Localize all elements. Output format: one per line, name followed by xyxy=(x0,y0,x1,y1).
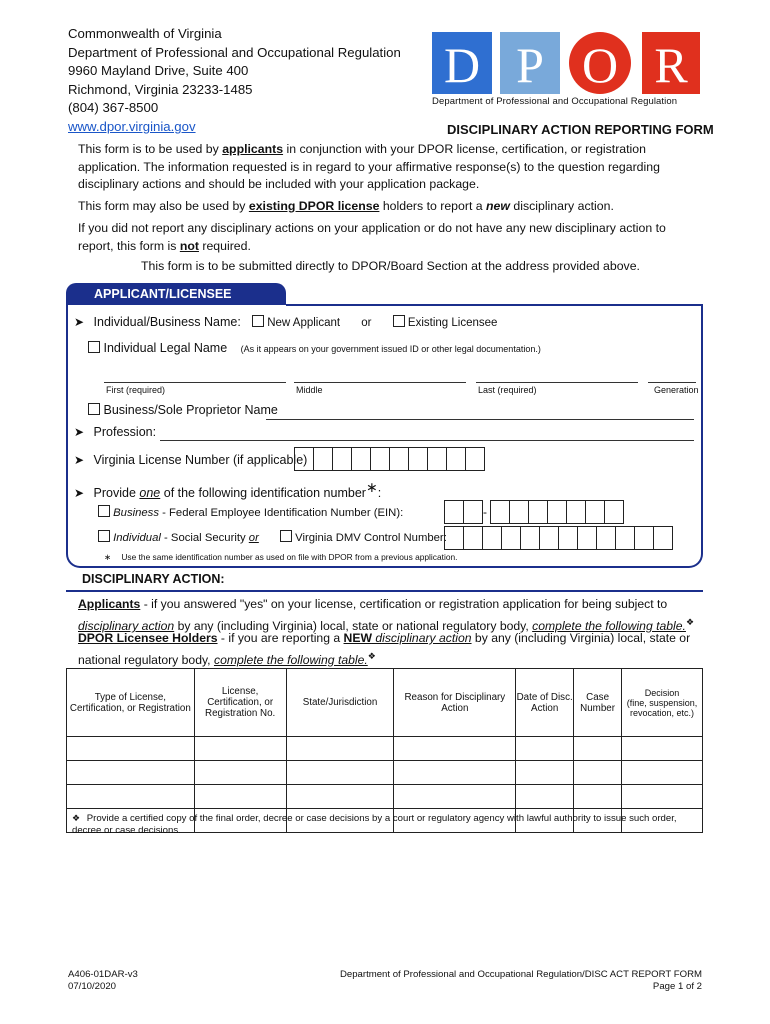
footer-right xyxy=(310,969,702,993)
intro-paragraph-4: This form is to be submitted directly to DPOR/Board Section at the address provided above. xyxy=(141,259,640,273)
table-cell[interactable] xyxy=(516,737,574,761)
intro-paragraph-2 xyxy=(78,198,703,216)
ein-cells[interactable] xyxy=(490,500,623,524)
new-applicant-label: New Applicant xyxy=(267,317,341,329)
intro-bold-existing: existing DPOR license xyxy=(248,199,380,213)
table-cell[interactable] xyxy=(67,785,195,809)
profession-field[interactable] xyxy=(160,440,694,441)
table-cell[interactable] xyxy=(286,761,394,785)
arrow-bullet-icon: ➤ xyxy=(74,486,85,501)
phone-line: (804) 367-8500 xyxy=(68,100,159,116)
dept-line: Department of Professional and Occupational Regulation xyxy=(68,44,401,60)
provide-one: one xyxy=(139,486,161,501)
disciplinary-action-term: disciplinary action xyxy=(78,619,175,634)
table-cell[interactable] xyxy=(516,785,574,809)
website-link[interactable]: www.dpor.virginia.gov xyxy=(68,118,196,134)
intro-new: new xyxy=(486,199,510,213)
first-name-field[interactable] xyxy=(104,382,286,383)
ein-row xyxy=(98,505,403,519)
disciplinary-title: DISCIPLINARY ACTION: xyxy=(82,572,225,586)
license-number-label: Virginia License Number (if applicable) xyxy=(93,453,308,467)
ssn-individual-label: Individual xyxy=(113,532,161,544)
existing-licensee-checkbox[interactable] xyxy=(393,315,405,327)
ein-label: - Federal Employee Identification Number (EIN): xyxy=(158,507,404,519)
complete-table-term: complete the following table. xyxy=(532,619,686,634)
col-license-no: License, Certification, or Registration No. xyxy=(194,669,286,737)
footer-left xyxy=(68,969,138,993)
generation-label: Generation xyxy=(654,385,699,395)
applicants-label: Applicants xyxy=(78,597,141,611)
business-name-checkbox[interactable] xyxy=(88,403,100,415)
intro-text: If you did not report any disciplinary actions on your application or do not have any new disciplinary action to report, this form is xyxy=(78,221,666,253)
new-applicant-checkbox[interactable] xyxy=(252,315,264,327)
arrow-bullet-icon: ➤ xyxy=(74,315,85,329)
provide-colon: : xyxy=(377,486,382,501)
same-number-note xyxy=(104,552,457,562)
table-cell[interactable] xyxy=(574,785,622,809)
table-cell[interactable] xyxy=(574,761,622,785)
table-header-row xyxy=(67,669,703,737)
table-cell[interactable] xyxy=(194,737,286,761)
or-label: or xyxy=(361,317,372,329)
table-cell[interactable] xyxy=(67,761,195,785)
disciplinary-table xyxy=(66,668,703,833)
col-state: State/Jurisdiction xyxy=(286,669,394,737)
name-label: Individual/Business Name: xyxy=(93,315,241,329)
intro-bold-applicants: applicants xyxy=(222,142,284,156)
intro-text: disciplinary action. xyxy=(509,199,614,213)
diamond-icon: ❖ xyxy=(367,651,376,661)
ssn-dmv-cells[interactable] xyxy=(444,526,672,550)
arrow-bullet-icon: ➤ xyxy=(74,425,85,439)
disciplinary-action-term: disciplinary action xyxy=(371,631,472,645)
profession-label: Profession: xyxy=(93,425,157,439)
form-date: 07/10/2020 xyxy=(68,981,117,992)
table-footnote xyxy=(72,812,704,837)
intro-text: This form may also be used by xyxy=(78,199,249,213)
ssn-label: - Social Security xyxy=(160,532,249,544)
ssn-or: or xyxy=(248,532,259,544)
same-number-note-text: Use the same identification number as used on file with DPOR from a previous application. xyxy=(121,552,458,562)
licensee-text: by any (including Virginia) local, state or national regulatory body, xyxy=(78,631,691,668)
col-case-number: Case Number xyxy=(574,669,622,737)
col-reason: Reason for Disciplinary Action xyxy=(394,669,516,737)
col-decision xyxy=(622,669,703,737)
licensee-text: - if you are reporting a xyxy=(217,631,344,645)
table-cell[interactable] xyxy=(516,761,574,785)
table-row[interactable] xyxy=(67,761,703,785)
new-term: NEW xyxy=(343,631,372,645)
form-id: A406-01DAR-v3 xyxy=(68,969,138,980)
footnote-text: Provide a certified copy of the final order, decree or case decisions by a court or regulatory agency with lawful authority to issue such order, decree or case decisions. xyxy=(72,813,677,836)
first-label: First (required) xyxy=(106,385,166,395)
applicant-type-options xyxy=(252,315,497,329)
table-cell[interactable] xyxy=(394,737,516,761)
street-line: 9960 Mayland Drive, Suite 400 xyxy=(68,63,249,79)
legal-name-row xyxy=(88,341,541,355)
ein-prefix-cells[interactable] xyxy=(444,500,482,524)
legal-name-note: (As it appears on your government issued ID or other legal documentation.) xyxy=(240,344,541,354)
ssn-dmv-row xyxy=(98,530,447,544)
legal-name-checkbox[interactable] xyxy=(88,341,100,353)
page-number: Page 1 of 2 xyxy=(652,981,702,992)
agency-address-block xyxy=(68,25,401,137)
middle-label: Middle xyxy=(296,385,323,395)
ein-checkbox[interactable] xyxy=(98,505,110,517)
provide-text: Provide xyxy=(93,486,140,501)
identification-row xyxy=(74,479,381,500)
logo-letter-o: O xyxy=(581,37,619,93)
intro-text: This form is to be used by xyxy=(78,142,223,156)
form-title: DISCIPLINARY ACTION REPORTING FORM xyxy=(447,122,714,137)
intro-text: in conjunction with your DPOR license, certification, or registration application. The information requested is in regard to your affirmative response(s) to the question regarding disciplinary actions and should be included with your application package. xyxy=(78,142,660,192)
applicants-text: by any (including Virginia) local, state or national regulatory body, xyxy=(174,619,533,634)
disciplinary-rule xyxy=(66,590,703,592)
table-cell[interactable] xyxy=(286,785,394,809)
diamond-icon: ❖ xyxy=(685,617,695,627)
intro-not: not xyxy=(179,238,199,253)
existing-licensee-label: Existing Licensee xyxy=(407,317,498,329)
business-name-row xyxy=(88,403,278,417)
last-name-field[interactable] xyxy=(476,382,638,383)
city-line: Richmond, Virginia 23233-1485 xyxy=(68,81,253,97)
legal-name-label: Individual Legal Name xyxy=(103,341,228,355)
applicant-section-tab: APPLICANT/LICENSEE xyxy=(66,283,286,305)
business-name-field[interactable] xyxy=(266,419,694,420)
ein-dash: - xyxy=(483,505,487,519)
col-date: Date of Disc. Action xyxy=(516,669,574,737)
org-line: Commonwealth of Virginia xyxy=(68,26,222,41)
table-cell[interactable] xyxy=(394,761,516,785)
col-type: Type of License, Certification, or Registration xyxy=(67,669,195,737)
footnote-diamond-icon: ❖ xyxy=(72,813,81,823)
table-row[interactable] xyxy=(67,737,703,761)
generation-field[interactable] xyxy=(648,382,696,383)
provide-text: of the following identification number xyxy=(160,486,366,501)
asterisk-icon: ∗ xyxy=(365,479,378,495)
col-decision-note: (fine, suspension, revocation, etc.) xyxy=(626,697,698,718)
intro-text: holders to report a xyxy=(379,199,487,213)
table-cell[interactable] xyxy=(622,785,703,809)
note-asterisk-icon: ∗ xyxy=(104,552,112,562)
business-name-label: Business/Sole Proprietor Name xyxy=(103,403,278,417)
license-number-row xyxy=(74,453,307,467)
table-cell[interactable] xyxy=(394,785,516,809)
table-cell[interactable] xyxy=(67,737,195,761)
table-cell[interactable] xyxy=(574,737,622,761)
licensee-instructions xyxy=(78,629,703,669)
name-row xyxy=(74,315,241,329)
intro-paragraph-1 xyxy=(78,141,703,194)
table-cell[interactable] xyxy=(194,761,286,785)
table-cell[interactable] xyxy=(194,785,286,809)
arrow-bullet-icon: ➤ xyxy=(74,453,85,467)
table-cell[interactable] xyxy=(622,737,703,761)
logo-letter-p: P xyxy=(516,37,544,93)
table-cell[interactable] xyxy=(286,737,394,761)
ssn-checkbox[interactable] xyxy=(98,530,110,542)
complete-table-term: complete the following table. xyxy=(213,653,368,668)
dmv-checkbox[interactable] xyxy=(280,530,292,542)
middle-name-field[interactable] xyxy=(294,382,466,383)
last-label: Last (required) xyxy=(478,385,537,395)
footer-dept-title: Department of Professional and Occupational Regulation/DISC ACT REPORT FORM xyxy=(339,969,702,980)
logo-letter-d: D xyxy=(443,37,481,93)
intro-text: required. xyxy=(198,238,251,253)
logo-letter-r: R xyxy=(654,37,688,93)
table-row[interactable] xyxy=(67,785,703,809)
ein-business-label: Business xyxy=(113,507,159,519)
applicants-text: - if you answered "yes" on your license, certification or registration application for being subject to xyxy=(140,597,668,611)
dmv-label: Virginia DMV Control Number: xyxy=(295,532,447,544)
col-decision-label: Decision xyxy=(644,687,680,698)
licensee-holders-label: DPOR Licensee Holders xyxy=(78,631,218,645)
table-cell[interactable] xyxy=(622,761,703,785)
license-number-cells[interactable] xyxy=(294,447,484,471)
intro-paragraph-3 xyxy=(78,220,703,255)
profession-row xyxy=(74,425,156,439)
logo-caption: Department of Professional and Occupational Regulation xyxy=(432,96,678,107)
